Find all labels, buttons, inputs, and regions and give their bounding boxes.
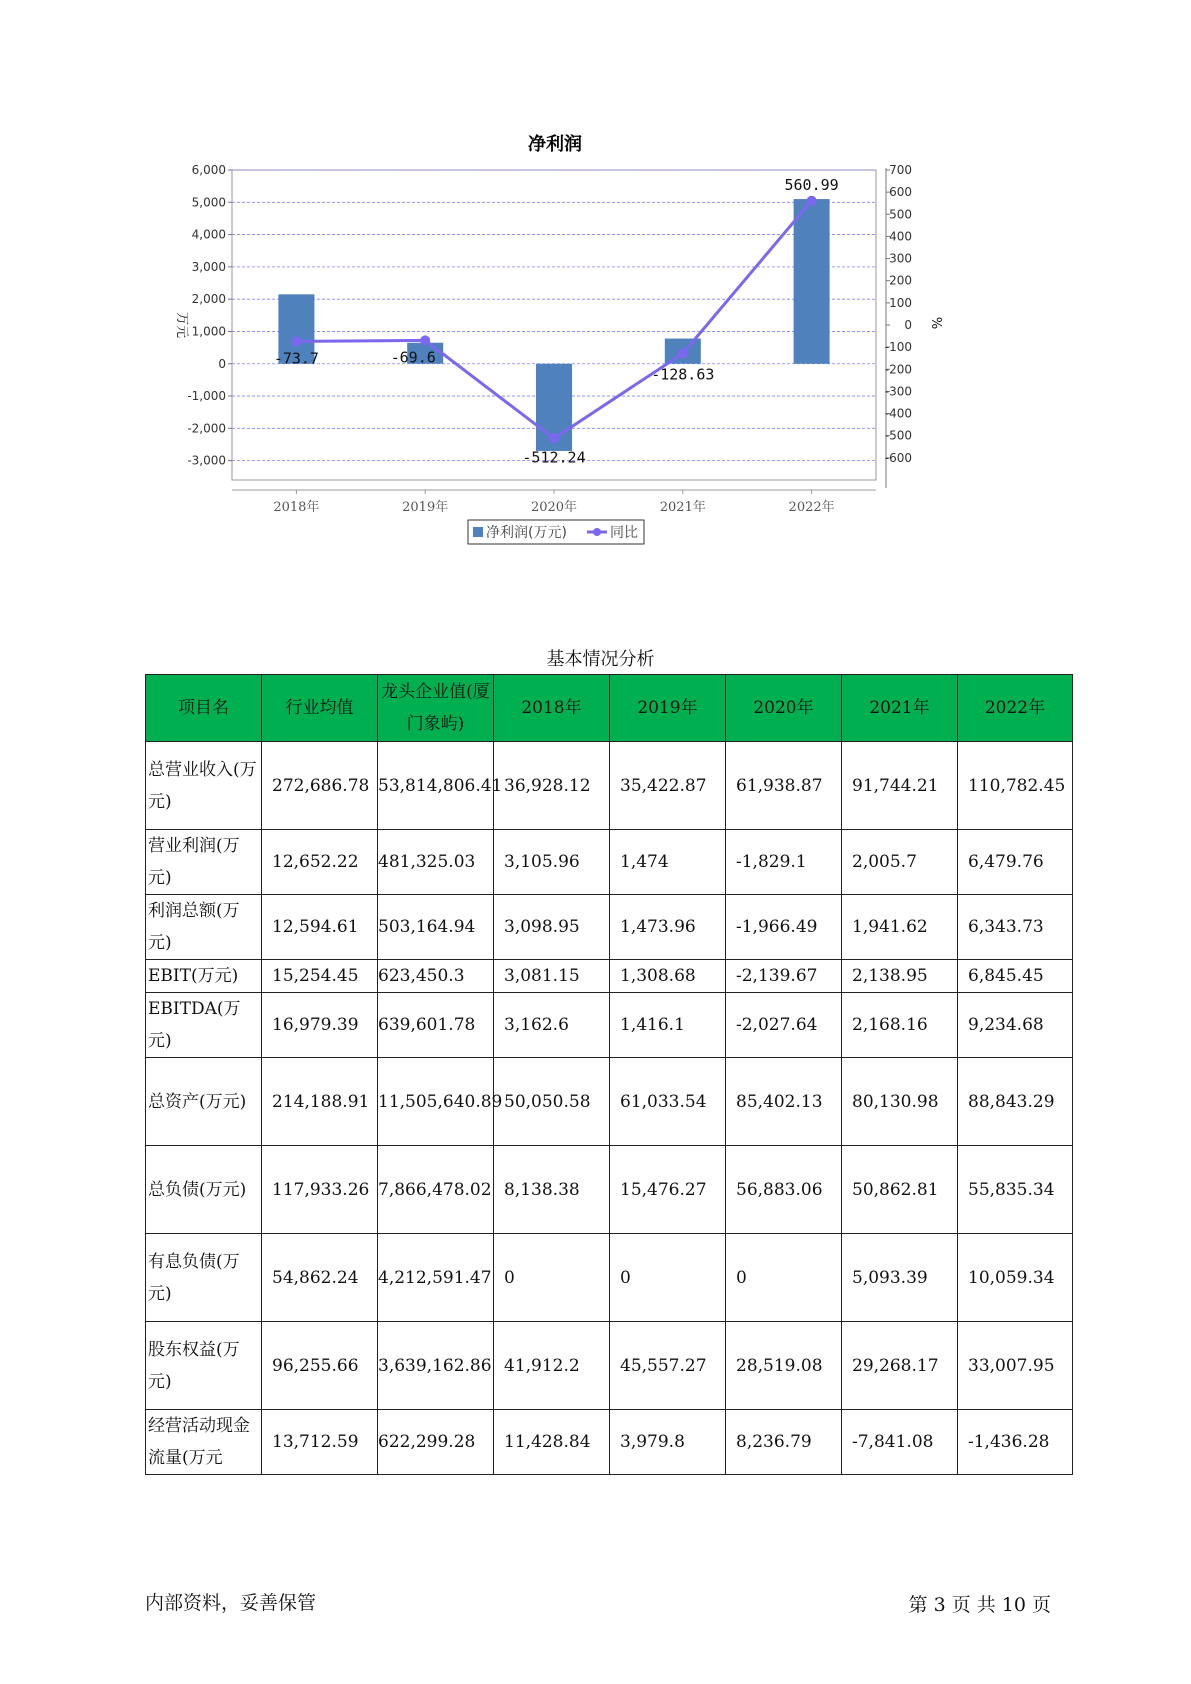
table-header-cell: 2022年 [958, 675, 1073, 742]
right-tick-label: 500 [889, 207, 912, 222]
table-cell: 56,883.06 [726, 1146, 842, 1234]
table-cell: -1,829.1 [726, 830, 842, 895]
table-cell: 13,712.59 [262, 1410, 378, 1475]
right-tick-label: -100 [884, 340, 912, 355]
table-cell: 1,416.1 [610, 993, 726, 1058]
table-row [146, 1058, 1073, 1146]
legend-label: 净利润(万元) [486, 525, 567, 541]
table-caption: 基本情况分析 [546, 649, 655, 670]
row-label-cell: EBITDA(万元) [146, 993, 262, 1058]
table-cell: 6,343.73 [958, 895, 1073, 960]
table-cell: 3,105.96 [494, 830, 610, 895]
table-cell: 639,601.78 [378, 993, 494, 1058]
yoy-point [678, 348, 688, 358]
yoy-point [291, 336, 301, 346]
table-row [146, 1234, 1073, 1322]
row-label-cell: 营业利润(万元) [146, 830, 262, 895]
table-cell: 35,422.87 [610, 742, 726, 830]
table-cell: 50,050.58 [494, 1058, 610, 1146]
table-cell: 3,098.95 [494, 895, 610, 960]
table-cell: 15,476.27 [610, 1146, 726, 1234]
table-cell: 10,059.34 [958, 1234, 1073, 1322]
table-cell: 2,138.95 [842, 960, 958, 993]
data-label: -69.6 [390, 348, 436, 367]
table-cell: 3,162.6 [494, 993, 610, 1058]
table-cell: 0 [494, 1234, 610, 1322]
right-tick-label: 0 [904, 318, 912, 332]
table-cell: 11,428.84 [494, 1410, 610, 1475]
table-cell: 0 [610, 1234, 726, 1322]
legend-bar-swatch [473, 527, 483, 537]
table-cell: 61,938.87 [726, 742, 842, 830]
row-label-cell: 总营业收入(万元) [146, 742, 262, 830]
table-cell: 55,835.34 [958, 1146, 1073, 1234]
footer-page-number: 第 3 页 共 10 页 [908, 1594, 1051, 1616]
chart-title: 净利润 [528, 134, 582, 155]
x-tick-label: 2022年 [788, 500, 835, 515]
table-row [146, 1410, 1073, 1475]
x-tick-label: 2021年 [659, 500, 706, 515]
table-cell: 117,933.26 [262, 1146, 378, 1234]
table-cell: 16,979.39 [262, 993, 378, 1058]
row-label-cell: 总资产(万元) [146, 1058, 262, 1146]
left-tick-label: 1,000 [191, 324, 226, 339]
chart-svg [170, 130, 1050, 600]
right-tick-label: 700 [889, 163, 912, 177]
table-cell: 88,843.29 [958, 1058, 1073, 1146]
table-cell: 110,782.45 [958, 742, 1073, 830]
table-cell: 622,299.28 [378, 1410, 494, 1475]
y-axis-right-title: % [928, 316, 943, 330]
left-tick-label: 5,000 [191, 195, 226, 210]
net-profit-chart [170, 130, 1050, 600]
right-tick-label: -600 [884, 450, 912, 465]
yoy-point [420, 335, 430, 345]
row-label-cell: 总负债(万元) [146, 1146, 262, 1234]
table-cell: 50,862.81 [842, 1146, 958, 1234]
row-label-cell: 经营活动现金流量(万元 [146, 1410, 262, 1475]
x-tick-label: 2018年 [273, 500, 320, 515]
table-cell: 481,325.03 [378, 830, 494, 895]
table-cell: 54,862.24 [262, 1234, 378, 1322]
row-label-cell: 股东权益(万元) [146, 1322, 262, 1410]
left-tick-label: 3,000 [191, 259, 226, 274]
table-cell: 85,402.13 [726, 1058, 842, 1146]
row-label-cell: 利润总额(万元) [146, 895, 262, 960]
table-cell: 12,652.22 [262, 830, 378, 895]
table-cell: -2,027.64 [726, 993, 842, 1058]
table-header-cell: 行业均值 [262, 675, 378, 742]
right-tick-label: 300 [889, 251, 912, 266]
table-cell: 12,594.61 [262, 895, 378, 960]
table-row [146, 960, 1073, 993]
table-cell: 4,212,591.47 [378, 1234, 494, 1322]
table-cell: 3,979.8 [610, 1410, 726, 1475]
table-cell: -7,841.08 [842, 1410, 958, 1475]
footer-confidential: 内部资料，妥善保管 [145, 1592, 317, 1614]
data-label: -512.24 [522, 448, 586, 467]
table-cell: 96,255.66 [262, 1322, 378, 1410]
right-tick-label: -200 [884, 362, 912, 377]
table-header-cell: 项目名 [146, 675, 262, 742]
table-cell: -1,966.49 [726, 895, 842, 960]
table-cell: 1,941.62 [842, 895, 958, 960]
x-tick-label: 2020年 [530, 500, 578, 515]
table-cell: 6,845.45 [958, 960, 1073, 993]
legend-label: 同比 [610, 525, 638, 541]
right-tick-label: 100 [889, 295, 912, 310]
row-label-cell: 有息负债(万元) [146, 1234, 262, 1322]
table-cell: 45,557.27 [610, 1322, 726, 1410]
table-cell: 28,519.08 [726, 1322, 842, 1410]
table-cell: -1,436.28 [958, 1410, 1073, 1475]
table-header-cell: 2018年 [494, 675, 610, 742]
table-row [146, 742, 1073, 830]
right-tick-label: 400 [889, 229, 912, 244]
table-cell: 7,866,478.02 [378, 1146, 494, 1234]
table-cell: 3,639,162.86 [378, 1322, 494, 1410]
data-label: -73.7 [273, 349, 319, 368]
x-tick-label: 2019年 [402, 500, 449, 515]
y-axis-left-title: 万元 [174, 311, 189, 339]
table-header-cell: 2020年 [726, 675, 842, 742]
table-header-cell: 2021年 [842, 675, 958, 742]
table-cell: 8,236.79 [726, 1410, 842, 1475]
data-label: 560.99 [784, 175, 839, 194]
table-cell: 2,005.7 [842, 830, 958, 895]
bar [794, 199, 830, 364]
table-header-cell: 龙头企业值(厦门象屿) [378, 675, 494, 742]
legend-line-marker [593, 528, 601, 536]
table-cell: 5,093.39 [842, 1234, 958, 1322]
yoy-point [549, 433, 559, 443]
table-row [146, 895, 1073, 960]
right-tick-label: 200 [889, 273, 912, 288]
right-tick-label: 600 [889, 185, 912, 200]
table-cell: 91,744.21 [842, 742, 958, 830]
table-header-row [146, 675, 1073, 742]
table-cell: 29,268.17 [842, 1322, 958, 1410]
left-tick-label: -3,000 [187, 453, 226, 468]
right-tick-label: -500 [884, 428, 912, 443]
table-cell: 11,505,640.89 [378, 1058, 494, 1146]
data-label: -128.63 [651, 365, 715, 384]
table-cell: 214,188.91 [262, 1058, 378, 1146]
table-cell: 623,450.3 [378, 960, 494, 993]
table-cell: 0 [726, 1234, 842, 1322]
basic-analysis-table [145, 674, 1073, 1475]
table-row [146, 1146, 1073, 1234]
table-cell: 9,234.68 [958, 993, 1073, 1058]
left-tick-label: 2,000 [191, 292, 226, 307]
table-cell: 2,168.16 [842, 993, 958, 1058]
table-cell: 6,479.76 [958, 830, 1073, 895]
table-cell: 33,007.95 [958, 1322, 1073, 1410]
left-tick-label: 0 [218, 356, 226, 371]
table-cell: 272,686.78 [262, 742, 378, 830]
table-cell: 61,033.54 [610, 1058, 726, 1146]
table-cell: 15,254.45 [262, 960, 378, 993]
table-cell: 503,164.94 [378, 895, 494, 960]
right-tick-label: -300 [884, 384, 912, 399]
table-cell: 1,474 [610, 830, 726, 895]
yoy-point [807, 196, 817, 206]
table-cell: 53,814,806.41 [378, 742, 494, 830]
left-tick-label: -2,000 [187, 421, 226, 436]
left-tick-label: 6,000 [191, 163, 226, 177]
table-cell: -2,139.67 [726, 960, 842, 993]
right-tick-label: -400 [884, 406, 912, 421]
left-tick-label: 4,000 [191, 227, 226, 242]
table-row [146, 830, 1073, 895]
row-label-cell: EBIT(万元) [146, 960, 262, 993]
table-cell: 80,130.98 [842, 1058, 958, 1146]
left-tick-label: -1,000 [187, 389, 226, 404]
table-cell: 8,138.38 [494, 1146, 610, 1234]
table-cell: 41,912.2 [494, 1322, 610, 1410]
table-header-cell: 2019年 [610, 675, 726, 742]
table-cell: 3,081.15 [494, 960, 610, 993]
table-row [146, 993, 1073, 1058]
table-cell: 36,928.12 [494, 742, 610, 830]
table-cell: 1,308.68 [610, 960, 726, 993]
table-row [146, 1322, 1073, 1410]
table-cell: 1,473.96 [610, 895, 726, 960]
